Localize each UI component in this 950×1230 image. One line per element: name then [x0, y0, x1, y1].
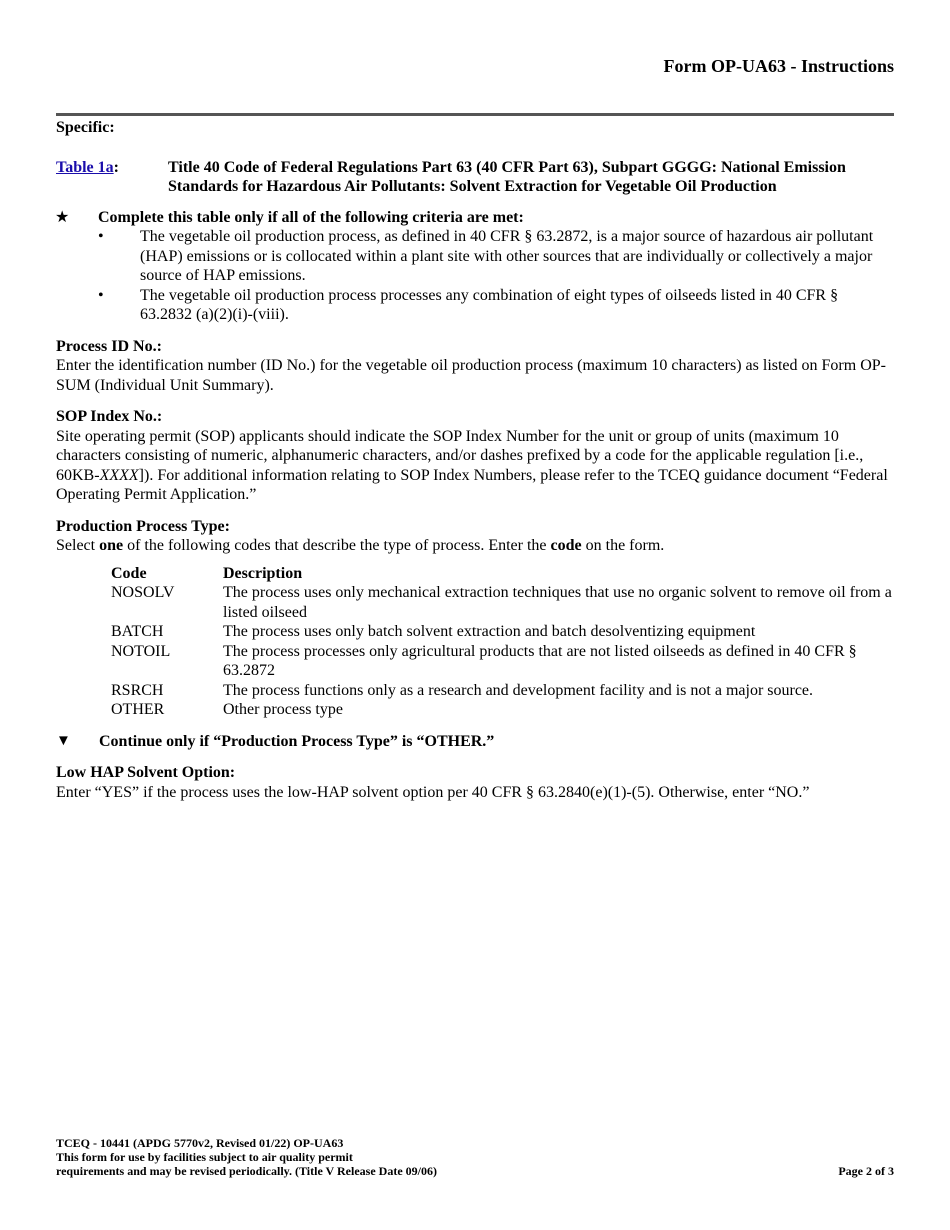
sop-index-text: Site operating permit (SOP) applicants should indicate the SOP Index Number for the unit or group of units (maximum 10 characters consisting of numeric, alphanumeric characters, and/or dashes prefixed by a code for the applicable regulation [i.e., 60KB-XXXX]). For additional information relating to SOP Index Numbers, please refer to the TCEQ guidance document “Federal Operating Permit Application.”: [56, 427, 888, 503]
table-row: [111, 583, 894, 622]
criteria-list: [56, 227, 894, 325]
page-number: Page 2 of 3: [838, 1164, 894, 1178]
list-item: [98, 227, 894, 286]
specific-label: Specific:: [56, 119, 115, 136]
triangle-down-icon: ▼: [56, 732, 71, 749]
code-cell: BATCH: [111, 623, 164, 640]
code-cell: RSRCH: [111, 681, 164, 699]
code-cell: OTHER: [111, 701, 165, 718]
page-header-title: Form OP-UA63 - Instructions: [663, 56, 894, 76]
description-cell: The process functions only as a research and development facility and is not a major source.: [223, 681, 814, 699]
list-item: [98, 286, 894, 325]
code-table-header: [111, 564, 894, 584]
table-title: Title 40 Code of Federal Regulations Part 63 (40 CFR Part 63), Subpart GGGG: National Emission Standards for Hazardous Air Pollutants: Solvent Extraction for Vegetable Oil Production: [168, 158, 846, 195]
table-row: [111, 642, 894, 681]
description-cell: The process uses only mechanical extraction techniques that use no organic solvent to remove oil from a listed oilseed: [223, 584, 892, 621]
sop-index-label: SOP Index No.:: [56, 408, 163, 425]
page-footer: [56, 1136, 894, 1178]
production-type-section: [56, 517, 894, 720]
bullet-icon: •: [98, 228, 104, 245]
table-row: [111, 681, 894, 701]
criteria-item-text: The vegetable oil production process processes any combination of eight types of oilseeds listed in 40 CFR § 63.2832 (a)(2)(i)-(viii).: [140, 286, 839, 323]
code-cell: NOTOIL: [111, 642, 171, 660]
criteria-heading-text: Complete this table only if all of the following criteria are met:: [98, 208, 524, 226]
description-cell: Other process type: [223, 701, 343, 718]
bullet-icon: •: [98, 286, 104, 304]
process-type-code-table: [111, 564, 894, 720]
process-id-text: Enter the identification number (ID No.) for the vegetable oil production process (maximum 10 characters) as listed on Form OP-SUM (Individual Unit Summary).: [56, 357, 886, 394]
header-rule: [56, 113, 894, 116]
description-column-header: Description: [223, 564, 303, 582]
footer-revision-note: requirements and may be revised periodically. (Title V Release Date 09/06): [56, 1164, 437, 1178]
sop-index-section: [56, 407, 894, 505]
continue-note: [56, 732, 894, 752]
code-column-header: Code: [111, 564, 147, 582]
criteria-item-text: The vegetable oil production process, as defined in 40 CFR § 63.2872, is a major source of hazardous air pollutant (HAP) emissions or is collocated within a plant site with other sources that are individually or collectively a major source of HAP emissions.: [140, 228, 874, 284]
star-icon: ★: [55, 208, 70, 226]
document-body: [56, 118, 894, 802]
description-cell: The process uses only batch solvent extraction and batch desolventizing equipment: [223, 623, 756, 640]
code-cell: NOSOLV: [111, 584, 175, 601]
production-type-intro: Select one of the following codes that describe the type of process. Enter the code on the form.: [56, 537, 665, 554]
footer-usage-note: This form for use by facilities subject to air quality permit: [56, 1150, 353, 1164]
low-hap-label: Low HAP Solvent Option:: [56, 764, 236, 781]
low-hap-section: [56, 763, 894, 802]
table-1a-link[interactable]: Table 1a: [56, 158, 114, 176]
description-cell: The process processes only agricultural products that are not listed oilseeds as defined in 40 CFR § 63.2872: [223, 642, 857, 679]
table-link-colon: :: [113, 158, 119, 176]
table-row: [111, 700, 894, 720]
process-id-section: [56, 337, 894, 396]
process-id-label: Process ID No.:: [56, 337, 162, 355]
criteria-heading: [55, 208, 894, 228]
low-hap-text: Enter “YES” if the process uses the low-HAP solvent option per 40 CFR § 63.2840(e)(1)-(5). Otherwise, enter “NO.”: [56, 783, 810, 801]
footer-form-id: TCEQ - 10441 (APDG 5770v2, Revised 01/22) OP-UA63: [56, 1136, 344, 1150]
table-row: [111, 622, 894, 642]
production-type-label: Production Process Type:: [56, 517, 230, 535]
document-page: [56, 0, 894, 1230]
table-reference: [56, 158, 894, 197]
continue-note-text: Continue only if “Production Process Type” is “OTHER.”: [99, 732, 495, 750]
